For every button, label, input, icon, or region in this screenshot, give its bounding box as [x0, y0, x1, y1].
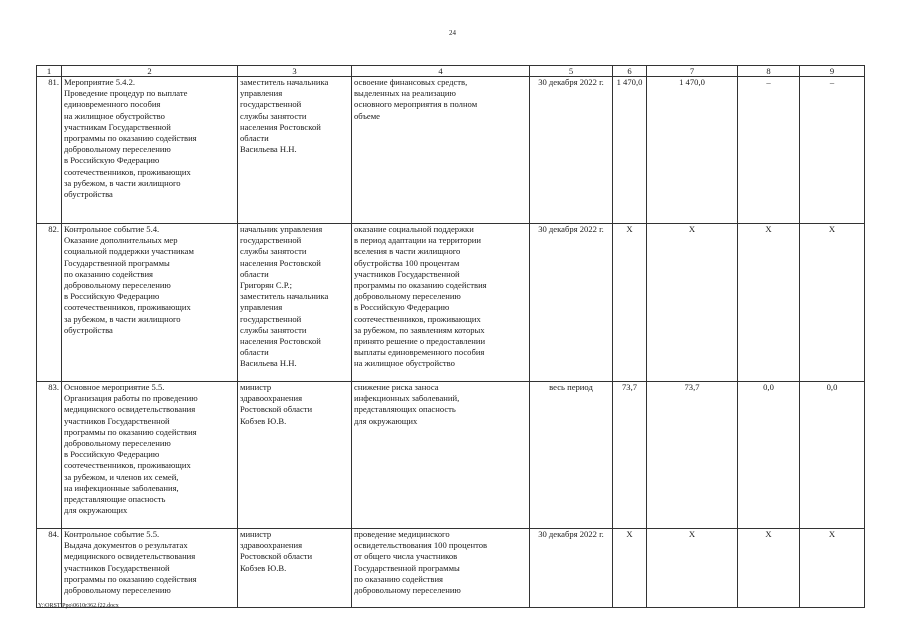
- result-cell-line: оказание социальной поддержки: [354, 224, 474, 234]
- responsible-cell-line: министр: [240, 382, 272, 392]
- date-cell: весь период: [530, 382, 613, 529]
- responsible-cell-line: Ростовской области: [240, 551, 313, 562]
- value-cell-8: –: [738, 77, 800, 224]
- measure-cell-line: соотечественников, проживающих: [64, 302, 191, 313]
- measure-cell-line: соотечественников, проживающих: [64, 166, 191, 177]
- measure-cell-line: на инфекционные заболевания,: [64, 482, 179, 493]
- responsible-cell-line: государственной: [240, 313, 302, 324]
- date-cell: 30 декабря 2022 г.: [530, 224, 613, 382]
- responsible-cell-line: области: [240, 133, 269, 144]
- responsible-cell-line: заместитель начальника: [240, 77, 329, 87]
- measure-cell-line: медицинского освидетельствования: [64, 551, 196, 562]
- result-cell-line: освидетельствования 100 процентов: [354, 540, 488, 551]
- value-cell-7: X: [647, 224, 738, 382]
- responsible-cell-line: заместитель начальника: [240, 291, 329, 302]
- responsible-cell-line: населения Ростовской: [240, 336, 321, 347]
- result-cell-line: принято решение о предоставлении: [354, 336, 486, 347]
- measure-cell-line: для окружающих: [64, 505, 128, 516]
- result-cell-line: в период адаптации на территории: [354, 235, 481, 246]
- responsible-cell-line: министр: [240, 529, 272, 539]
- measure-cell-line: Оказание дополнительных мер: [64, 235, 178, 246]
- value-cell-8: X: [738, 224, 800, 382]
- measure-cell-line: медицинского освидетельствования: [64, 404, 196, 415]
- column-header: 8: [738, 66, 800, 77]
- responsible-cell-line: Кобзев Ю.В.: [240, 415, 287, 426]
- responsible-cell-line: Кобзев Ю.В.: [240, 562, 287, 573]
- measure-cell-line: Государственной программы: [64, 257, 170, 268]
- measure-cell: [62, 77, 238, 224]
- file-path-footer: Y:\ORST\Ppo\0610r362.f22.docx: [38, 603, 119, 609]
- measure-cell-line: добровольному переселению: [64, 280, 171, 291]
- result-cell-line: представляющих опасность: [354, 404, 456, 415]
- measure-cell-line: Основное мероприятие 5.5.: [64, 382, 165, 392]
- value-cell-9: 0,0: [800, 382, 865, 529]
- responsible-cell: [238, 224, 352, 382]
- value-cell-9: X: [800, 224, 865, 382]
- row-number-cell: 82.: [37, 224, 62, 382]
- responsible-cell: [238, 529, 352, 608]
- responsible-cell-line: населения Ростовской: [240, 121, 321, 132]
- measure-cell-line: Контрольное событие 5.4.: [64, 224, 160, 234]
- responsible-cell-line: государственной: [240, 235, 302, 246]
- value-cell-7: 1 470,0: [647, 77, 738, 224]
- value-cell-8: X: [738, 529, 800, 608]
- responsible-cell-line: начальник управления: [240, 224, 323, 234]
- result-cell-line: участников Государственной: [354, 268, 460, 279]
- result-cell: [352, 224, 530, 382]
- measure-cell-line: за рубежом, в части жилищного: [64, 313, 181, 324]
- measure-cell-line: добровольному переселению: [64, 438, 171, 449]
- column-header: 2: [62, 66, 238, 77]
- result-cell-line: соотечественников, проживающих: [354, 313, 481, 324]
- table-row: [37, 382, 865, 529]
- row-number-cell: 81.: [37, 77, 62, 224]
- responsible-cell-line: Васильева Н.Н.: [240, 358, 297, 369]
- row-number-cell: 84.: [37, 529, 62, 608]
- column-header: 4: [352, 66, 530, 77]
- measure-cell-line: в Российскую Федерацию: [64, 449, 160, 460]
- value-cell-9: X: [800, 529, 865, 608]
- result-cell: [352, 382, 530, 529]
- column-header: 5: [530, 66, 613, 77]
- measure-cell-line: программы по оказанию содействия: [64, 426, 197, 437]
- responsible-cell-line: области: [240, 347, 269, 358]
- value-cell-8: 0,0: [738, 382, 800, 529]
- responsible-cell-line: области: [240, 268, 269, 279]
- value-cell-7: 73,7: [647, 382, 738, 529]
- value-cell-6: 1 470,0: [613, 77, 647, 224]
- measure-cell: [62, 224, 238, 382]
- date-cell: 30 декабря 2022 г.: [530, 529, 613, 608]
- result-cell-line: от общего числа участников: [354, 551, 458, 562]
- measure-cell-line: добровольному переселению: [64, 144, 171, 155]
- responsible-cell-line: здравоохранения: [240, 540, 303, 551]
- result-cell-line: за рубежом, по заявлениям которых: [354, 324, 485, 335]
- responsible-cell-line: Ростовской области: [240, 404, 313, 415]
- measure-cell-line: участникам Государственной: [64, 121, 171, 132]
- result-cell-line: обустройства 100 процентам: [354, 257, 460, 268]
- result-cell-line: основного мероприятия в полном: [354, 99, 478, 110]
- responsible-cell-line: здравоохранения: [240, 393, 303, 404]
- responsible-cell-line: населения Ростовской: [240, 257, 321, 268]
- value-cell-6: 73,7: [613, 382, 647, 529]
- value-cell-7: X: [647, 529, 738, 608]
- measure-cell-line: за рубежом, в части жилищного: [64, 177, 181, 188]
- responsible-cell-line: службы занятости: [240, 324, 307, 335]
- column-header: 9: [800, 66, 865, 77]
- header-row: [37, 66, 865, 77]
- responsible-cell: [238, 77, 352, 224]
- column-header: 7: [647, 66, 738, 77]
- measure-cell-line: обустройства: [64, 324, 113, 335]
- result-cell-line: освоение финансовых средств,: [354, 77, 468, 87]
- responsible-cell-line: службы занятости: [240, 246, 307, 257]
- measure-cell-line: в Российскую Федерацию: [64, 155, 160, 166]
- column-header: 6: [613, 66, 647, 77]
- measure-cell-line: Организация работы по проведению: [64, 393, 198, 404]
- table-row: [37, 224, 865, 382]
- value-cell-6: X: [613, 224, 647, 382]
- measure-cell-line: на жилищное обустройство: [64, 110, 165, 121]
- result-cell-line: выделенных на реализацию: [354, 88, 456, 99]
- table-row: [37, 529, 865, 608]
- measure-cell-line: Контрольное событие 5.5.: [64, 529, 160, 539]
- result-cell-line: проведение медицинского: [354, 529, 450, 539]
- result-cell-line: добровольному переселению: [354, 291, 461, 302]
- date-cell: 30 декабря 2022 г.: [530, 77, 613, 224]
- responsible-cell-line: службы занятости: [240, 110, 307, 121]
- value-cell-6: X: [613, 529, 647, 608]
- measure-cell-line: по оказанию содействия: [64, 268, 154, 279]
- responsible-cell-line: управления: [240, 302, 283, 313]
- measure-cell-line: Мероприятие 5.4.2.: [64, 77, 136, 87]
- column-header: 1: [37, 66, 62, 77]
- result-cell-line: добровольному переселению: [354, 585, 461, 596]
- result-cell-line: программы по оказанию содействия: [354, 280, 487, 291]
- result-cell-line: по оказанию содействия: [354, 573, 444, 584]
- measure-cell-line: представляющие опасность: [64, 494, 166, 505]
- result-cell-line: снижение риска заноса: [354, 382, 439, 392]
- measure-cell: [62, 529, 238, 608]
- result-cell-line: Государственной программы: [354, 562, 460, 573]
- measure-cell-line: участников Государственной: [64, 562, 170, 573]
- plan-table: [36, 65, 865, 608]
- measure-cell-line: Проведение процедур по выплате: [64, 88, 188, 99]
- responsible-cell-line: Григорян С.Р.;: [240, 280, 293, 291]
- measure-cell-line: добровольному переселению: [64, 585, 171, 596]
- result-cell-line: для окружающих: [354, 415, 418, 426]
- result-cell-line: на жилищное обустройство: [354, 358, 455, 369]
- result-cell-line: в Российскую Федерацию: [354, 302, 450, 313]
- measure-cell-line: соотечественников, проживающих: [64, 460, 191, 471]
- measure-cell-line: социальной поддержки участникам: [64, 246, 194, 257]
- measure-cell-line: обустройства: [64, 189, 113, 200]
- measure-cell-line: единовременного пособия: [64, 99, 161, 110]
- measure-cell-line: Выдача документов о результатах: [64, 540, 188, 551]
- measure-cell: [62, 382, 238, 529]
- measure-cell-line: в Российскую Федерацию: [64, 291, 160, 302]
- table-row: [37, 77, 865, 224]
- measure-cell-line: программы по оказанию содействия: [64, 573, 197, 584]
- measure-cell-line: участников Государственной: [64, 415, 170, 426]
- result-cell-line: вселения в части жилищного: [354, 246, 461, 257]
- row-number-cell: 83.: [37, 382, 62, 529]
- value-cell-9: –: [800, 77, 865, 224]
- result-cell-line: инфекционных заболеваний,: [354, 393, 460, 404]
- result-cell-line: объеме: [354, 110, 380, 121]
- column-header: 3: [238, 66, 352, 77]
- result-cell: [352, 77, 530, 224]
- result-cell: [352, 529, 530, 608]
- responsible-cell-line: государственной: [240, 99, 302, 110]
- measure-cell-line: программы по оказанию содействия: [64, 133, 197, 144]
- responsible-cell-line: Васильева Н.Н.: [240, 144, 297, 155]
- page-number: 24: [449, 29, 456, 37]
- result-cell-line: выплаты единовременного пособия: [354, 347, 485, 358]
- measure-cell-line: за рубежом, и членов их семей,: [64, 471, 179, 482]
- responsible-cell-line: управления: [240, 88, 283, 99]
- responsible-cell: [238, 382, 352, 529]
